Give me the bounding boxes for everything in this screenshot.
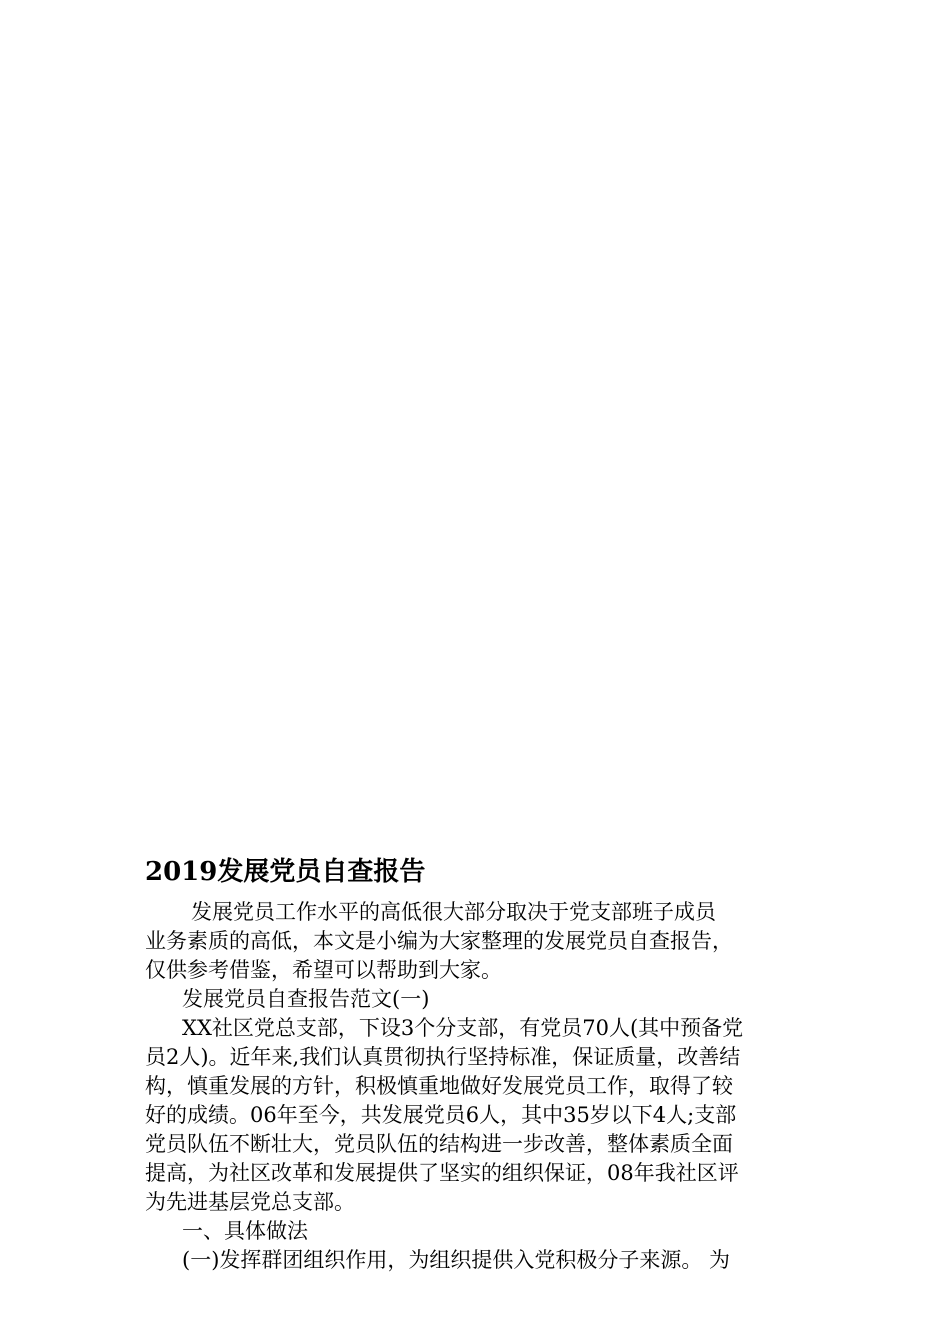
body-line: XX社区党总支部，下设3个分支部，有党员70人(其中预备党 bbox=[182, 1016, 744, 1040]
body-line: 构，慎重发展的方针，积极慎重地做好发展党员工作，取得了较 bbox=[145, 1074, 733, 1098]
intro-line: 业务素质的高低，本文是小编为大家整理的发展党员自查报告， bbox=[145, 929, 733, 953]
document-title: 2019发展党员自查报告 bbox=[145, 857, 426, 887]
intro-paragraph bbox=[145, 898, 810, 985]
body-line: 党员队伍不断壮大，党员队伍的结构进一步改善，整体素质全面 bbox=[145, 1132, 733, 1156]
body-line: 员2人)。近年来,我们认真贯彻执行坚持标准，保证质量，改善结 bbox=[145, 1045, 741, 1069]
section-heading: 发展党员自查报告范文(一) bbox=[182, 987, 430, 1011]
body-paragraph bbox=[145, 1014, 810, 1217]
intro-line: 仅供参考借鉴，希望可以帮助到大家。 bbox=[145, 958, 502, 982]
body-line: 提高，为社区改革和发展提供了坚实的组织保证，08年我社区评 bbox=[145, 1161, 739, 1185]
document-content bbox=[145, 852, 810, 1275]
intro-line: 发展党员工作水平的高低很大部分取决于党支部班子成员 bbox=[191, 900, 716, 924]
body-line: 好的成绩。06年至今，共发展党员6人，其中35岁以下4人;支部 bbox=[145, 1103, 737, 1127]
subheading-group-organizations: (一)发挥群团组织作用，为组织提供入党积极分子来源。 为 bbox=[182, 1248, 731, 1272]
body-line: 为先进基层党总支部。 bbox=[145, 1190, 355, 1214]
subheading-specific-practices: 一、具体做法 bbox=[182, 1219, 308, 1243]
